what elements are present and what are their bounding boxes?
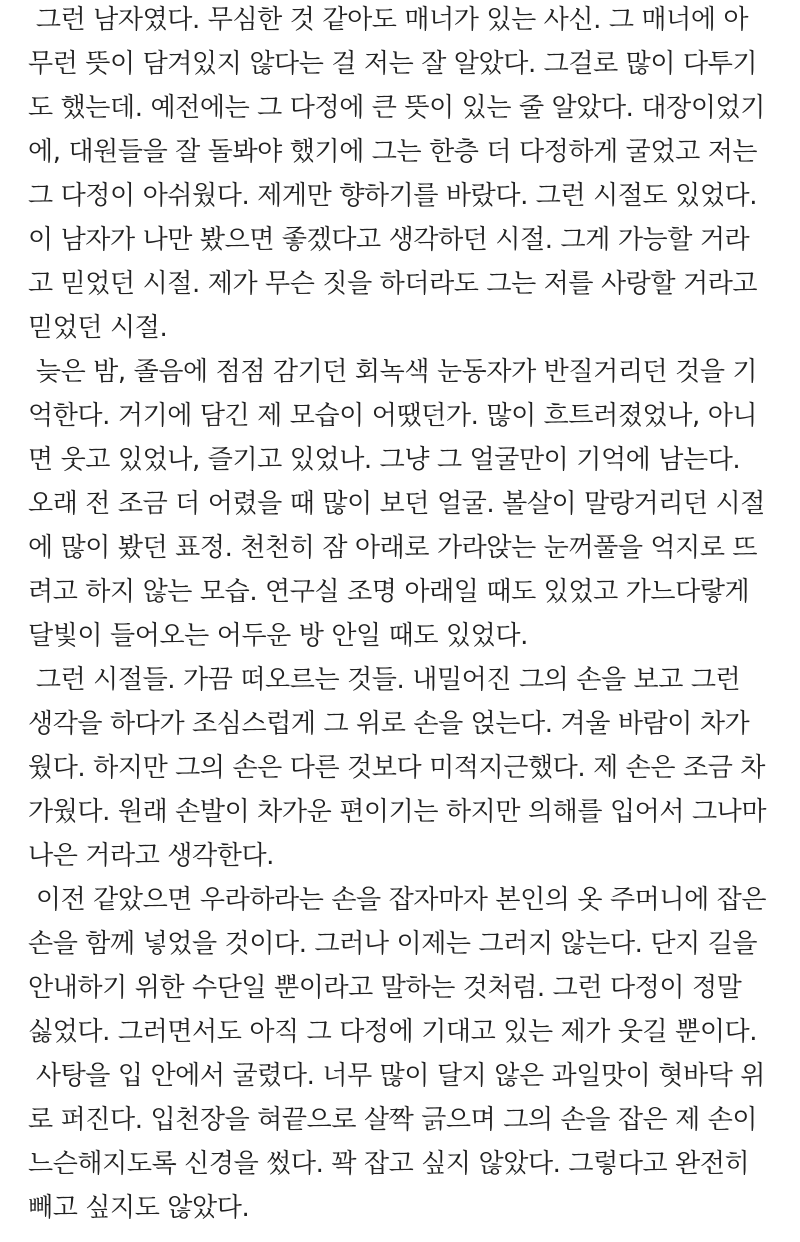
text-line: 빼고 싶지도 않았다. — [28, 1193, 250, 1223]
text-line: 억한다. 거기에 담긴 제 모습이 어땠던가. 많이 흐트러졌었나, 아니 — [28, 401, 758, 431]
text-line: 려고 하지 않는 모습. 연구실 조명 아래일 때도 있었고 가느다랗게 — [28, 577, 750, 607]
text-line: 늦은 밤, 졸음에 점점 감기던 회녹색 눈동자가 반질거리던 것을 기 — [28, 357, 758, 387]
text-line: 가웠다. 원래 손발이 차가운 편이기는 하지만 의해를 입어서 그나마 — [28, 797, 767, 827]
text-line: 싫었다. 그러면서도 아직 그 다정에 기대고 있는 제가 웃길 뿐이다. — [28, 1017, 758, 1047]
text-line: 에, 대원들을 잘 돌봐야 했기에 그는 한층 더 다정하게 굴었고 저는 — [28, 137, 758, 167]
text-line: 손을 함께 넣었을 것이다. 그러나 이제는 그러지 않는다. 단지 길을 — [28, 929, 758, 959]
text-line: 고 믿었던 시절. 제가 무슨 짓을 하더라도 그는 저를 사랑할 거라고 — [28, 269, 758, 299]
text-line: 에 많이 봤던 표정. 천천히 잠 아래로 가라앉는 눈꺼풀을 억지로 뜨 — [28, 533, 758, 563]
text-line: 웠다. 하지만 그의 손은 다른 것보다 미적지근했다. 제 손은 조금 차 — [28, 753, 765, 783]
text-line: 그런 남자였다. 무심한 것 같아도 매너가 있는 사신. 그 매너에 아 — [28, 5, 749, 35]
text-line: 나은 거라고 생각한다. — [28, 841, 275, 871]
text-line: 생각을 하다가 조심스럽게 그 위로 손을 얹는다. 겨울 바람이 차가 — [28, 709, 750, 739]
text-line: 면 웃고 있었나, 즐기고 있었나. 그냥 그 얼굴만이 기억에 남는다. — [28, 445, 741, 475]
text-line: 믿었던 시절. — [28, 313, 168, 343]
text-line: 안내하기 위한 수단일 뿐이라고 말하는 것처럼. 그런 다정이 정말 — [28, 973, 742, 1003]
text-line: 오래 전 조금 더 어렸을 때 많이 보던 얼굴. 볼살이 말랑거리던 시절 — [28, 489, 765, 519]
text-line: 달빛이 들어오는 어두운 방 안일 때도 있었다. — [28, 621, 528, 651]
text-line: 무런 뜻이 담겨있지 않다는 걸 저는 잘 알았다. 그걸로 많이 다투기 — [28, 49, 758, 79]
text-line: 로 퍼진다. 입천장을 혀끝으로 살짝 긁으며 그의 손을 잡은 제 손이 — [28, 1105, 758, 1135]
text-line: 사탕을 입 안에서 굴렸다. 너무 많이 달지 않은 과일맛이 혓바닥 위 — [28, 1061, 765, 1091]
text-line: 도 했는데. 예전에는 그 다정에 큰 뜻이 있는 줄 알았다. 대장이었기 — [28, 93, 765, 123]
text-line: 이 남자가 나만 봤으면 좋겠다고 생각하던 시절. 그게 가능할 거라 — [28, 225, 750, 255]
text-line: 그 다정이 아쉬웠다. 제게만 향하기를 바랐다. 그런 시절도 있었다. — [28, 181, 758, 211]
text-line: 이전 같았으면 우라하라는 손을 잡자마자 본인의 옷 주머니에 잡은 — [28, 885, 767, 915]
text-line: 느슨해지도록 신경을 썼다. 꽉 잡고 싶지 않았다. 그렇다고 완전히 — [28, 1149, 750, 1179]
text-line: 그런 시절들. 가끔 떠오르는 것들. 내밀어진 그의 손을 보고 그런 — [28, 665, 741, 695]
